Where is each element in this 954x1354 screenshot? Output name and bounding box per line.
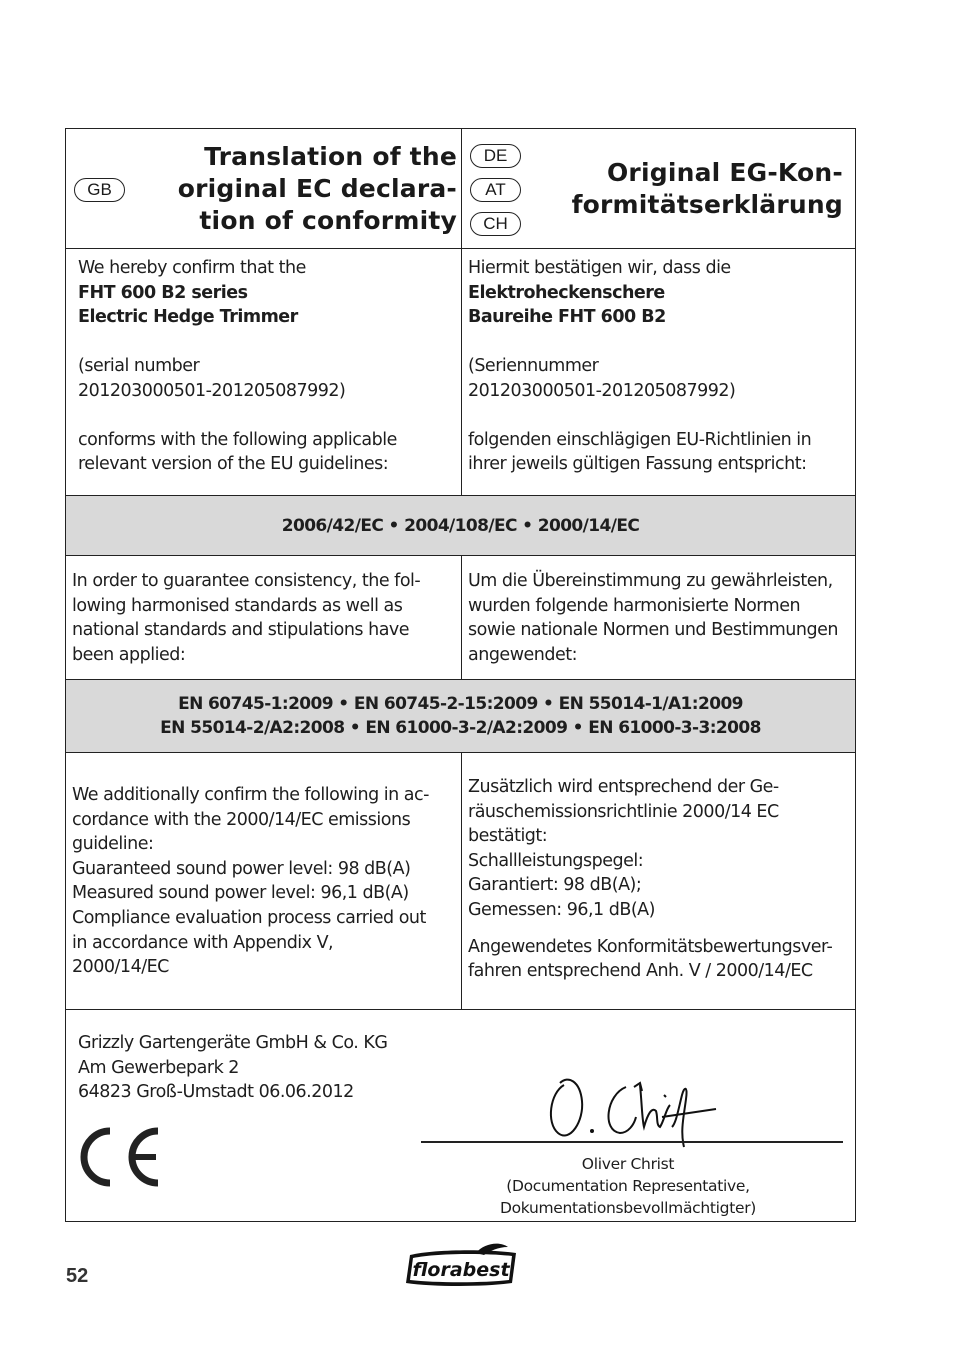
company-city-date: 64823 Groß-Umstadt 06.06.2012	[78, 1082, 354, 1103]
harmonised-line: national standards and stipulations have	[72, 620, 410, 641]
sound-level-measured: Measured sound power level: 96,1 dB(A)	[72, 883, 409, 904]
emissions-en	[72, 783, 429, 980]
header-title-de-line: Original EG-Kon-	[606, 158, 843, 187]
harmonised-en	[72, 569, 420, 667]
column-divider	[461, 129, 462, 496]
header-title-en	[127, 141, 457, 237]
conform-text: relevant version of the EU guidelines:	[78, 454, 389, 475]
emissions-line: Angewendetes Konformitätsbewertungsver-	[468, 936, 833, 957]
svg-text:florabest: florabest	[412, 1259, 510, 1281]
conform-text: folgenden einschlägigen EU-Richtlinien in	[468, 429, 812, 450]
header-title-en-line: original EC declara-	[177, 174, 457, 203]
standards-row	[66, 680, 855, 752]
ce-mark-icon	[80, 1125, 162, 1189]
intro-en	[78, 256, 397, 477]
emissions-de	[468, 775, 832, 984]
signatory-block	[421, 1153, 835, 1219]
harmonised-line: been applied:	[72, 644, 186, 665]
emissions-line: Schallleistungspegel:	[468, 850, 644, 871]
serial-range: 201203000501-201205087992)	[468, 380, 736, 401]
sound-level-measured: Gemessen: 96,1 dB(A)	[468, 899, 655, 920]
product-type: Elektroheckenschere	[468, 282, 665, 303]
header-title-en-line: tion of conformity	[199, 206, 457, 235]
column-divider	[461, 555, 462, 680]
harmonised-line: sowie nationale Normen und Bestimmungen	[468, 620, 838, 641]
harmonised-line: angewendet:	[468, 644, 577, 665]
sound-level-guaranteed: Garantiert: 98 dB(A);	[468, 875, 642, 896]
emissions-line: We additionally confirm the following in ac-	[72, 785, 429, 805]
country-badge-at: AT	[470, 178, 521, 202]
declaration-table	[65, 128, 856, 1222]
standards-line: EN 60745-1:2009 • EN 60745-2-15:2009 • EN 55014-1/A1:2009	[178, 694, 743, 714]
intro-text: We hereby confirm that the	[78, 258, 306, 278]
directives-row	[66, 496, 855, 555]
harmonised-de	[468, 569, 838, 667]
harmonised-line: Um die Übereinstimmung zu gewährleisten,	[468, 571, 833, 591]
signature-line	[421, 1141, 843, 1143]
harmonised-line: In order to guarantee consistency, the fol-	[72, 571, 421, 591]
country-badge-de: DE	[470, 144, 521, 168]
emissions-line: in accordance with Appendix V,	[72, 932, 334, 953]
harmonised-line: lowing harmonised standards as well as	[72, 595, 403, 616]
emissions-line: fahren entsprechend Anh. V / 2000/14/EC	[468, 961, 813, 982]
column-divider	[461, 752, 462, 1010]
signatory-role: (Documentation Representative,	[506, 1177, 750, 1195]
emissions-line: 2000/14/EC	[72, 957, 169, 978]
emissions-line: Zusätzlich wird entsprechend der Ge-	[468, 777, 779, 797]
header-title-de	[523, 157, 843, 221]
florabest-logo-icon	[404, 1243, 520, 1289]
page-number: 52	[66, 1265, 89, 1287]
header-title-en-line: Translation of the	[204, 142, 457, 171]
serial-label: (serial number	[78, 356, 200, 377]
conform-text: ihrer jeweils gültigen Fassung entspricht:	[468, 454, 807, 475]
conform-text: conforms with the following applicable	[78, 429, 397, 450]
serial-range: 201203000501-201205087992)	[78, 380, 346, 401]
company-street: Am Gewerbepark 2	[78, 1057, 239, 1078]
signatory-name: Oliver Christ	[581, 1155, 675, 1173]
serial-label: (Seriennummer	[468, 356, 599, 377]
intro-de	[468, 256, 811, 477]
harmonised-line: wurden folgende harmonisierte Normen	[468, 595, 801, 616]
emissions-line: bestätigt:	[468, 826, 548, 847]
emissions-line: räuschemissionsrichtlinie 2000/14 EC	[468, 801, 779, 822]
company-name: Grizzly Gartengeräte GmbH & Co. KG	[78, 1033, 388, 1053]
product-name: FHT 600 B2 series	[78, 282, 248, 303]
directives-list: 2006/42/EC • 2004/108/EC • 2000/14/EC	[281, 516, 640, 536]
header-title-de-line: formitätserklärung	[571, 190, 843, 219]
emissions-line: Compliance evaluation process carried out	[72, 907, 426, 928]
country-badge-gb: GB	[74, 178, 125, 202]
product-name: Baureihe FHT 600 B2	[468, 307, 666, 328]
standards-line: EN 55014-2/A2:2008 • EN 61000-3-2/A2:2009 • EN 61000-3-3:2008	[160, 718, 761, 738]
intro-text: Hiermit bestätigen wir, dass die	[468, 258, 731, 278]
signatory-role-de: Dokumentationsbevollmächtigter)	[499, 1199, 757, 1217]
sound-level-guaranteed: Guaranteed sound power level: 98 dB(A)	[72, 858, 411, 879]
product-type: Electric Hedge Trimmer	[78, 307, 298, 328]
emissions-line: guideline:	[72, 834, 154, 855]
country-badge-ch: CH	[470, 212, 521, 236]
emissions-line: cordance with the 2000/14/EC emissions	[72, 809, 411, 830]
signature-icon	[544, 1065, 724, 1157]
company-address	[78, 1031, 387, 1105]
